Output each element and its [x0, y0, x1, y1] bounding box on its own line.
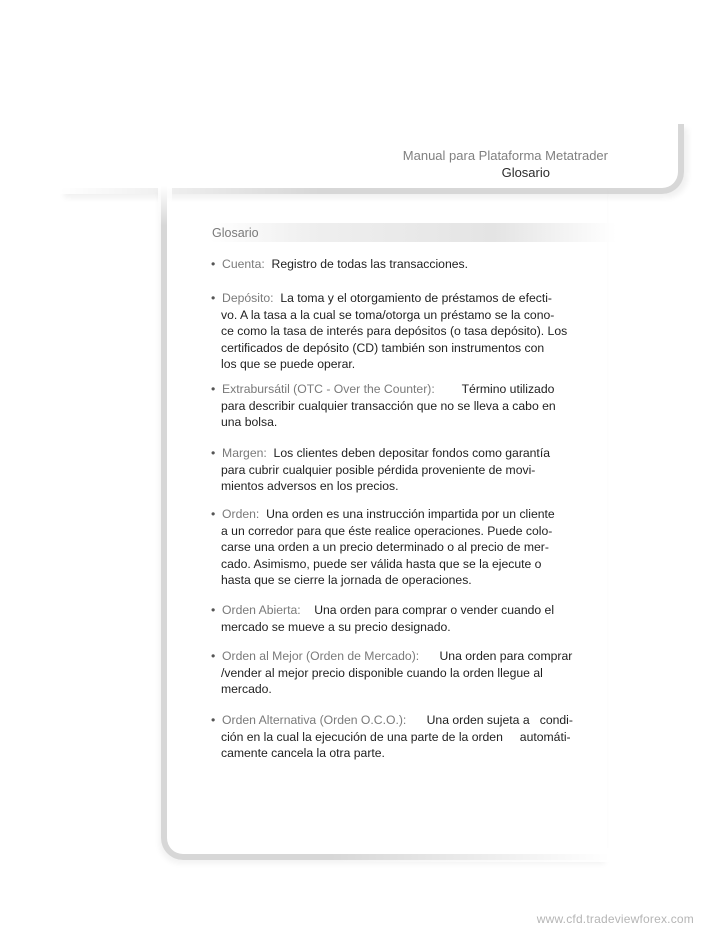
entry-text-line: vo. A la tasa a la cual se toma/otorga un préstamo se la cono- — [221, 307, 555, 322]
entry-text-line: los que se puede operar. — [221, 357, 356, 372]
glossary-entry-orden-abierta — [211, 602, 581, 635]
entry-term: Orden Alternativa (Orden O.C.O.): — [222, 713, 407, 727]
entry-text-line: ce como la tasa de interés para depósitos (o tasa depósito). Los — [221, 324, 568, 339]
glossary-entry-orden-al-mejor — [211, 648, 581, 698]
glossary-entry-orden-alternativa — [211, 712, 591, 762]
entry-text-line: a un corredor para que éste realice operaciones. Puede colo- — [221, 523, 553, 538]
entry-text-line: una bolsa. — [221, 415, 278, 430]
glossary-entry-orden — [211, 506, 581, 589]
entry-text: Registro de todas las transacciones. — [271, 257, 468, 271]
entry-text-line: /vender al mejor precio disponible cuando la orden llegue al — [221, 665, 543, 680]
bullet-icon: • — [211, 446, 223, 460]
entry-term: Orden al Mejor (Orden de Mercado): — [222, 649, 420, 663]
bullet-icon: • — [211, 291, 223, 305]
entry-text-line: mercado se mueve a su precio designado. — [221, 619, 451, 634]
entry-term: Cuenta: — [222, 257, 265, 271]
entry-term: Orden Abierta: — [222, 603, 301, 617]
content-frame-fade-right — [330, 848, 610, 862]
entry-text: Una orden para comprar — [439, 649, 573, 663]
bullet-icon: • — [211, 257, 223, 271]
entry-text: Término utilizado — [461, 382, 555, 396]
section-title: Glosario — [212, 226, 259, 240]
section-bar — [210, 223, 616, 242]
glossary-entry-extrabursatil — [211, 381, 581, 431]
document-title: Manual para Plataforma Metatrader — [402, 148, 608, 163]
entry-text-line: camente cancela la otra parte. — [221, 746, 385, 761]
bullet-icon: • — [211, 649, 223, 663]
entry-text-line: carse una orden a un precio determinado o al precio de mer- — [221, 540, 549, 555]
entry-term: Depósito: — [222, 291, 274, 305]
glossary-entry-cuenta — [211, 256, 581, 273]
entry-text: Una orden para comprar o vender cuando el — [314, 603, 555, 617]
entry-text-line: cado. Asimismo, puede ser válida hasta que se la ejecute o — [221, 556, 542, 571]
entry-text-line: certificados de depósito (CD) también son instrumentos con — [221, 340, 545, 355]
entry-term: Margen: — [222, 446, 267, 460]
entry-text-line: mientos adversos en los precios. — [221, 479, 399, 494]
entry-text-line: hasta que se cierre la jornada de operaciones. — [221, 573, 472, 588]
entry-term: Extrabursátil (OTC - Over the Counter): — [222, 382, 435, 396]
glossary-entry-deposito — [211, 290, 581, 373]
bullet-icon: • — [211, 507, 223, 521]
bullet-icon: • — [211, 713, 223, 727]
entry-text: Una orden sujeta a condi- — [426, 713, 573, 727]
glossary-entry-margen — [211, 445, 581, 495]
entry-text: Una orden es una instrucción impartida por un cliente — [266, 507, 555, 521]
entry-text-line: para describir cualquier transacción que no se lleva a cabo en — [221, 398, 556, 413]
entry-text-line: ción en la cual la ejecución de una parte de la orden automáti- — [221, 729, 571, 744]
footer-url: www.cfd.tradeviewforex.com — [536, 912, 694, 926]
content-frame-fade-top — [158, 186, 172, 226]
entry-text: Los clientes deben depositar fondos como garantía — [273, 446, 550, 460]
entry-term: Orden: — [222, 507, 260, 521]
entry-text-line: mercado. — [221, 682, 272, 697]
bullet-icon: • — [211, 603, 223, 617]
entry-text-line: para cubrir cualquier posible pérdida proveniente de movi- — [221, 462, 536, 477]
entry-text: La toma y el otorgamiento de préstamos de efecti- — [280, 291, 552, 305]
document-subtitle: Glosario — [501, 165, 550, 180]
bullet-icon: • — [211, 382, 223, 396]
